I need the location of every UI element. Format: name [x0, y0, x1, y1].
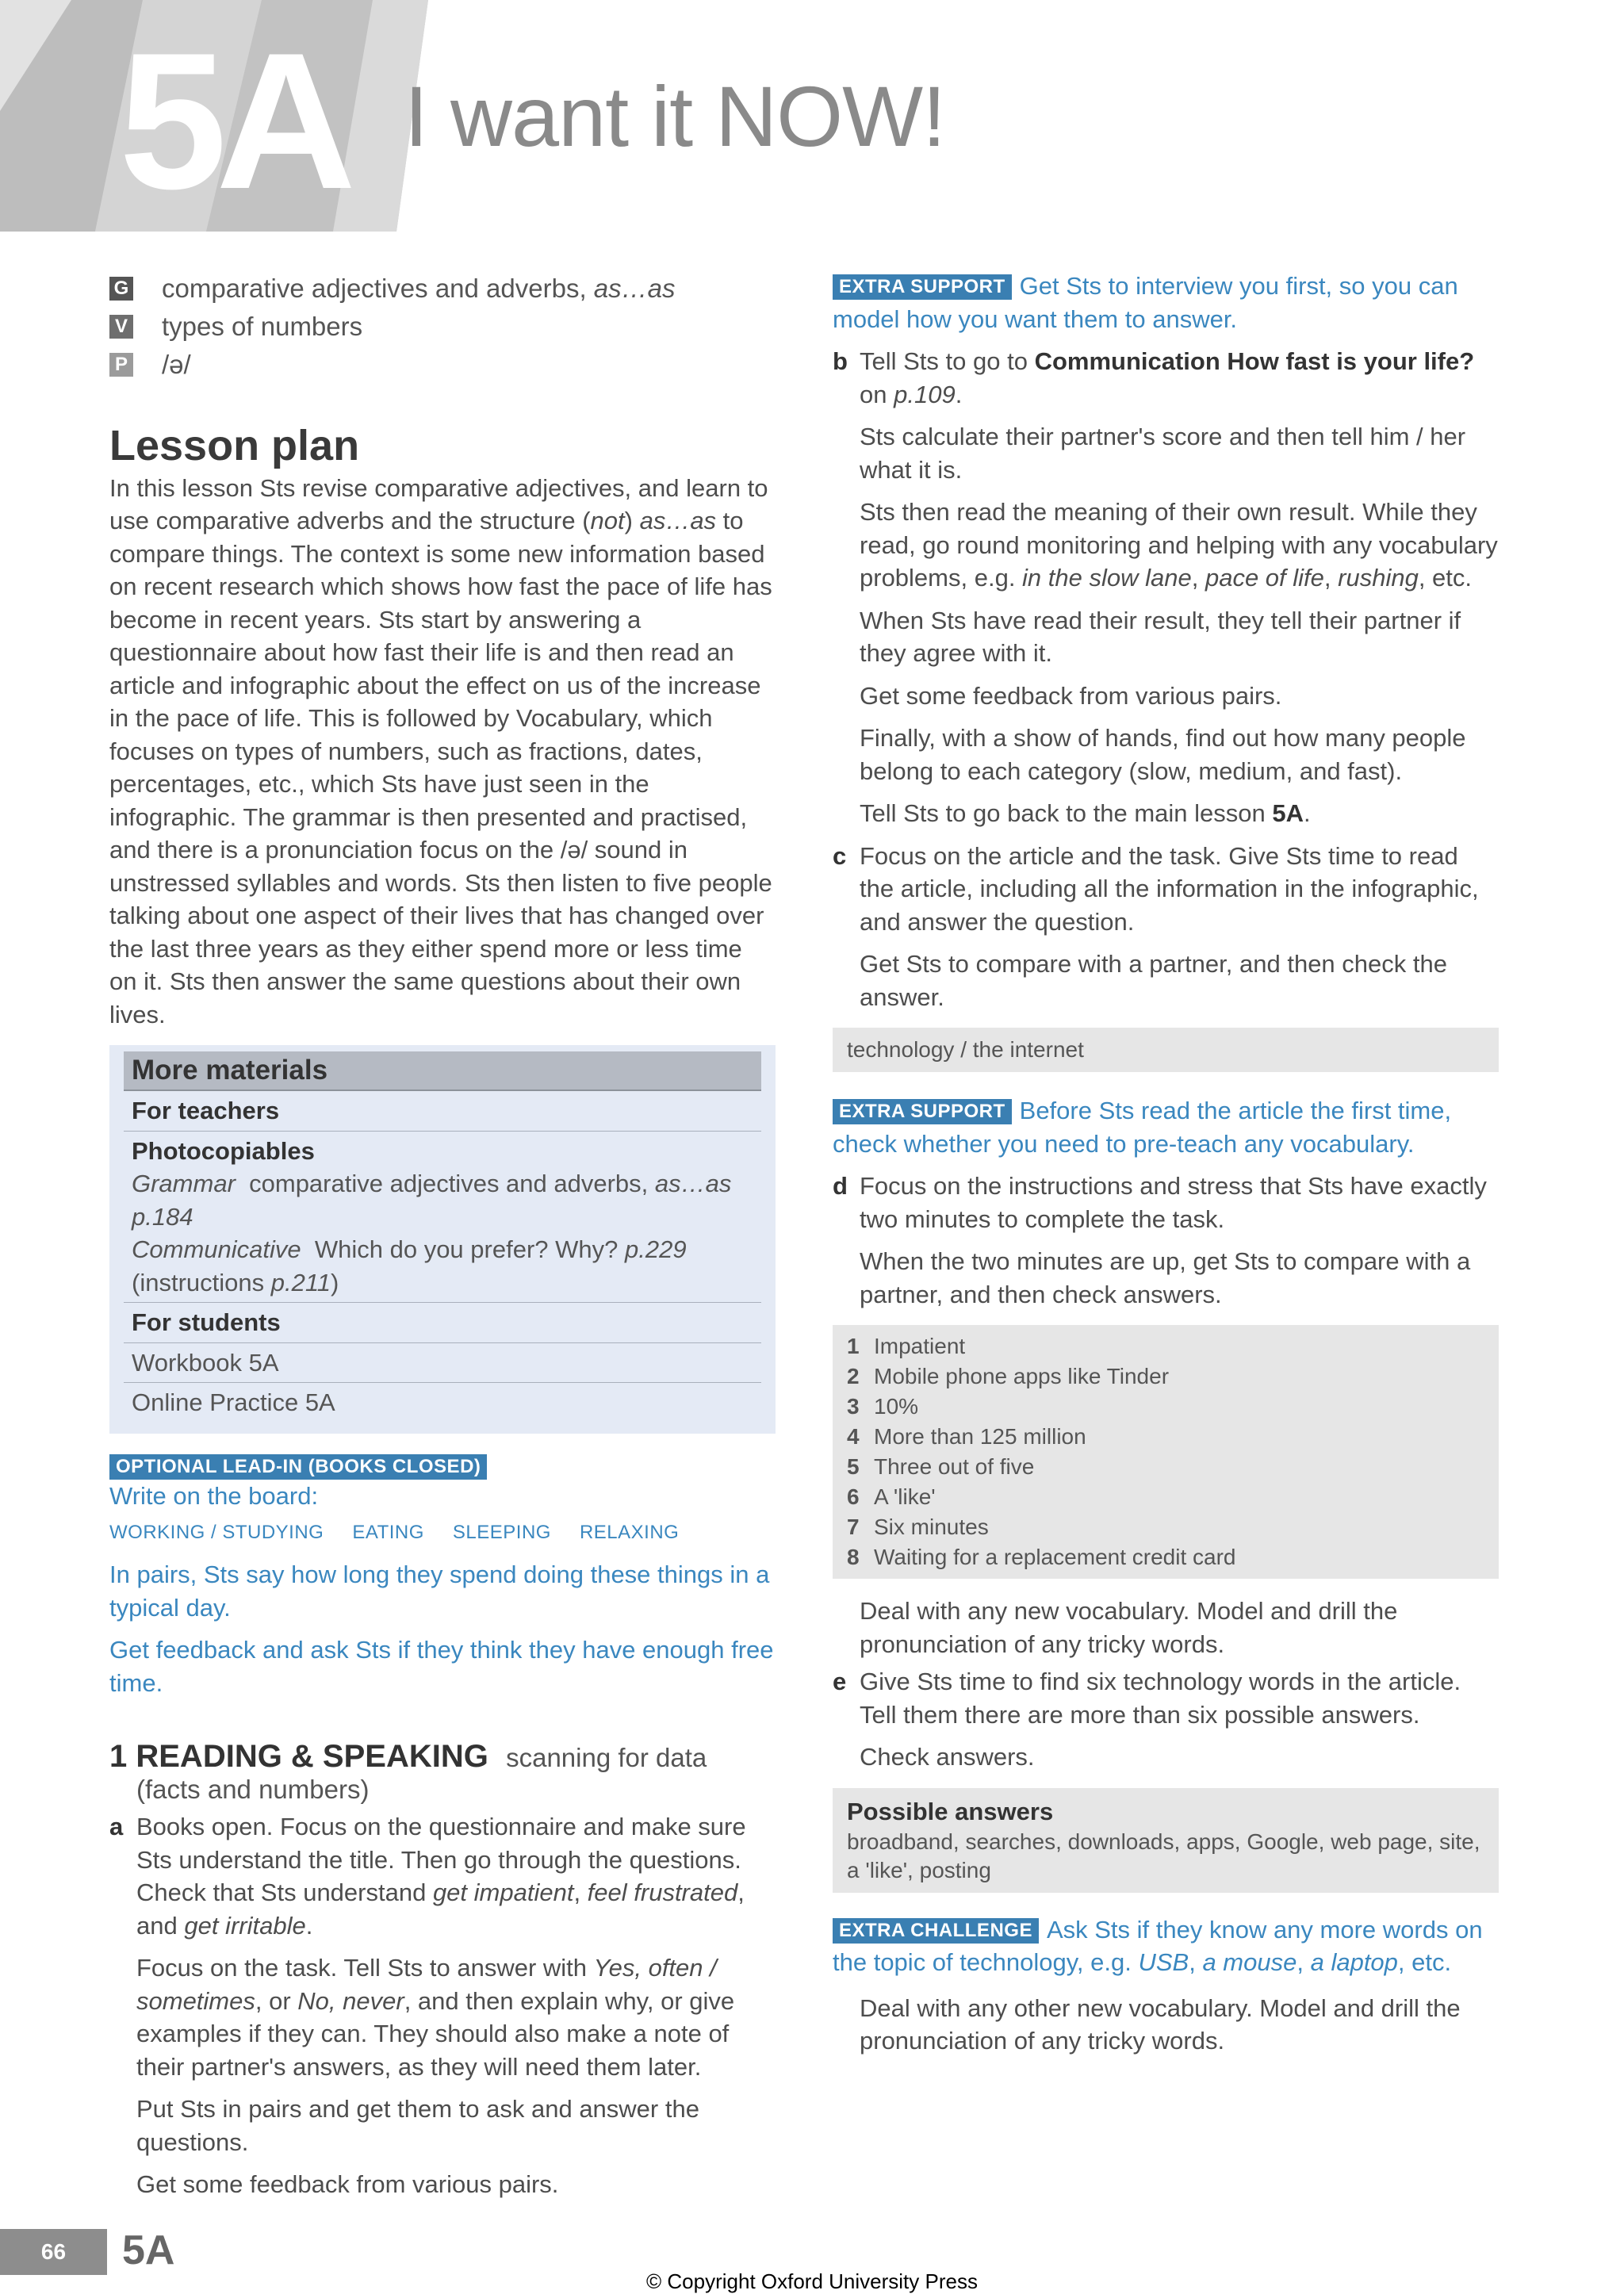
possible-answers-text: broadband, searches, downloads, apps, Google, web page, site, a 'like', posting — [847, 1829, 1480, 1882]
possible-answers-heading: Possible answers — [847, 1797, 1054, 1825]
item-b-p2: Sts calculate their partner's score and then tell him / her what it is. — [860, 423, 1466, 484]
for-students: For students — [124, 1303, 761, 1343]
more-materials-box — [109, 1045, 776, 1434]
item-b-p6: Finally, with a show of hands, find out how many people belong to each category (slow, medium, and fast). — [860, 724, 1466, 785]
item-b-p3: Sts then read the meaning of their own result. While they read, go round monitoring and helping with any vocabulary problems, e.g. in the slow lane, pace of life, rushing, etc. — [860, 498, 1498, 592]
grammar-letter: G — [109, 277, 133, 301]
answer-row: 1 Impatient — [847, 1334, 966, 1358]
item-a-p4: Get some feedback from various pairs. — [136, 2170, 559, 2199]
answer-row: 7 Six minutes — [847, 1515, 989, 1539]
photocopiables: Photocopiables Grammar comparative adjectives and adverbs, as…as p.184 Communicative Which do you prefer? Why? p.229 (instructions p.211) — [124, 1132, 761, 1304]
lesson-plan-text: In this lesson Sts revise comparative adjectives, and learn to use comparative adverbs and the structure (not) as…as to compare things. The context is some new information based on recent research which shows how fast the pace of life has become in recent years. Sts start by answering a questionnaire about how fast their life is and then read an article and infographic about the effect on us of the increase in the pace of life. This is followed by Vocabulary, which focuses on types of numbers, such as fractions, dates, percentages, etc., which Sts have just seen in the infographic. The grammar is then presented and practised, and there is a pronunciation focus on the /ə/ sound in unstressed syllables and words. Sts then listen to five people talking about one aspect of their lives that has changed over the last three years as they either spend more or less time on it. Sts then answer the same questions about their own lives. — [109, 473, 772, 1028]
item-b-p5: Get some feedback from various pairs. — [860, 681, 1282, 710]
pronunciation-letter: P — [109, 353, 133, 377]
lesson-plan-heading: Lesson plan — [109, 422, 360, 469]
page-number: 66 — [0, 2229, 107, 2275]
left-column — [109, 270, 776, 2201]
right-column — [833, 270, 1499, 2058]
item-e: e Give Sts time to find six technology words in the article. Tell them there are more than six possible answers. — [833, 1668, 1461, 1729]
online-practice: Online Practice 5A — [132, 1388, 335, 1417]
item-a-p3: Put Sts in pairs and get them to ask and answer the questions. — [136, 2095, 699, 2156]
more-materials-heading: More materials — [124, 1051, 761, 1091]
item-b-p7: Tell Sts to go back to the main lesson 5A. — [860, 799, 1311, 827]
lead-in-p3: Get feedback and ask Sts if they think they have enough free time. — [109, 1636, 774, 1697]
focus-grammar — [109, 270, 776, 308]
answer-row: 2 Mobile phone apps like Tinder — [847, 1364, 1170, 1388]
activity-item: EATING — [352, 1522, 424, 1544]
focus-pronunciation — [109, 346, 776, 384]
item-e-p2: Check answers. — [860, 1743, 1035, 1771]
section-1-heading: 1 READING & SPEAKING scanning for data — [109, 1739, 707, 1775]
for-teachers: For teachers — [124, 1091, 761, 1132]
copyright: © Copyright Oxford University Press — [646, 2269, 978, 2293]
activities-list — [109, 1522, 776, 1544]
workbook: Workbook 5A — [124, 1343, 761, 1384]
answer-row: 8 Waiting for a replacement credit card — [847, 1545, 1236, 1569]
answer-row: 5 Three out of five — [847, 1454, 1035, 1479]
item-c: c Focus on the article and the task. Give Sts time to read the article, including all the information in the infographic, and answer the question. — [833, 841, 1479, 936]
lead-in-tag: OPTIONAL LEAD-IN (BOOKS CLOSED) — [109, 1454, 487, 1480]
focus-vocabulary — [109, 308, 776, 346]
item-b: b Tell Sts to go to Communication How fast is your life? on p.109. — [833, 347, 1475, 408]
item-d-p2: When the two minutes are up, get Sts to compare with a partner, and then check answers. — [860, 1247, 1471, 1308]
final-paragraph: Deal with any other new vocabulary. Model and drill the pronunciation of any tricky words. — [860, 1993, 1461, 2055]
extra-support-2: EXTRA SUPPORT Before Sts read the article the first time, check whether you need to pre-teach any vocabulary. — [833, 1097, 1452, 1158]
footer-unit: 5A — [122, 2227, 175, 2273]
vocabulary-letter: V — [109, 315, 133, 339]
item-d: d Focus on the instructions and stress that Sts have exactly two minutes to complete the task. — [833, 1172, 1487, 1233]
answer-box-c: technology / the internet — [833, 1028, 1499, 1072]
item-c-p2: Get Sts to compare with a partner, and then check the answer. — [860, 950, 1447, 1011]
vocabulary-focus-text: types of numbers — [162, 312, 363, 341]
answer-row: 4 More than 125 million — [847, 1424, 1086, 1449]
activity-item: SLEEPING — [452, 1522, 551, 1544]
item-b-p4: When Sts have read their result, they tell their partner if they agree with it. — [860, 606, 1461, 667]
lead-in-p2: In pairs, Sts say how long they spend doing these things in a typical day. — [109, 1561, 770, 1622]
extra-challenge: EXTRA CHALLENGE Ask Sts if they know any more words on the topic of technology, e.g. USB, a mouse, a laptop, etc. — [833, 1915, 1483, 1976]
lead-in-line1: Write on the board: — [109, 1481, 319, 1510]
section-1-subtitle: (facts and numbers) — [136, 1775, 370, 1805]
item-a: a Books open. Focus on the questionnaire and make sure Sts understand the title. Then go through the questions. Check that Sts understand get impatient, feel frustrated, and get irritable. — [109, 1813, 746, 1940]
answer-row: 6 A 'like' — [847, 1484, 936, 1509]
possible-answers-box — [833, 1788, 1499, 1893]
activity-item: WORKING / STUDYING — [109, 1522, 324, 1544]
item-d-p3: Deal with any new vocabulary. Model and drill the pronunciation of any tricky words. — [860, 1597, 1398, 1658]
answer-box-d — [833, 1325, 1499, 1579]
lead-in — [109, 1454, 776, 1700]
pronunciation-focus-text: /ə/ — [162, 350, 191, 379]
extra-support-1: EXTRA SUPPORT Get Sts to interview you first, so you can model how you want them to answer. — [833, 272, 1458, 333]
page-title: I want it NOW! — [404, 68, 946, 164]
grammar-focus-text: comparative adjectives and adverbs, — [162, 274, 594, 303]
unit-number: 5A — [119, 12, 346, 229]
activity-item: RELAXING — [579, 1522, 680, 1544]
item-a-p2: Focus on the task. Tell Sts to answer with Yes, often / sometimes, or No, never, and then explain why, or give examples if they can. They should also make a note of their partner's answers, as they will need them later. — [136, 1954, 735, 2081]
answer-row: 3 10% — [847, 1394, 919, 1419]
grammar-focus-italic: as…as — [593, 274, 676, 303]
